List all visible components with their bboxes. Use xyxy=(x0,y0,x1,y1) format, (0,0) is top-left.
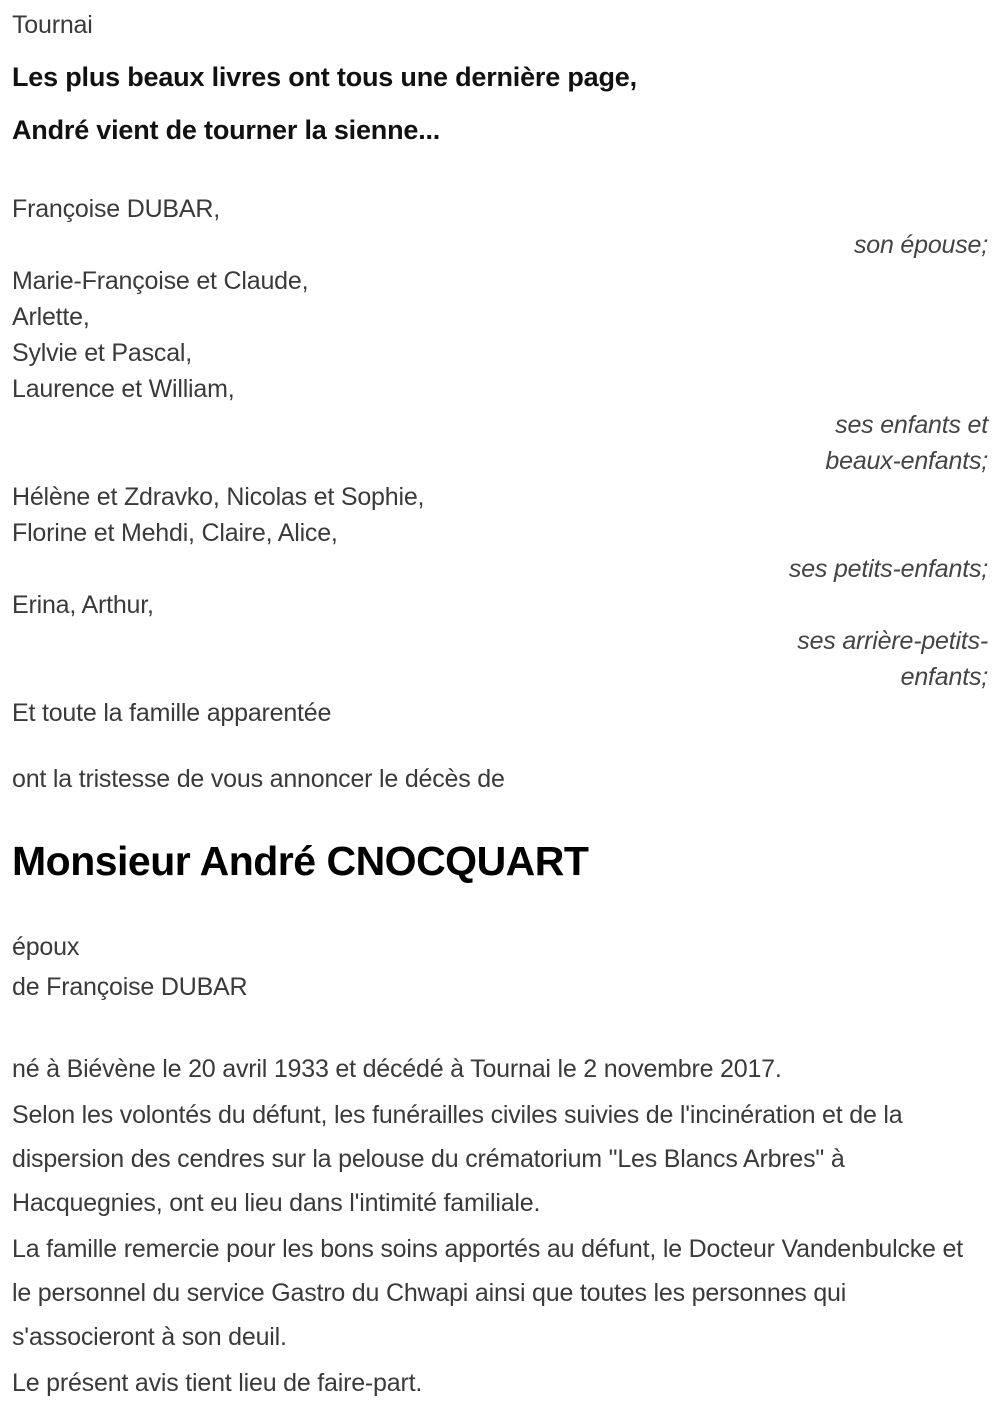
mourner-group-spouse xyxy=(12,191,988,263)
announcement-line: ont la tristesse de vous annoncer le décès de xyxy=(12,765,505,793)
mourner-name: Sylvie et Pascal, xyxy=(12,339,193,367)
spouse-block xyxy=(12,927,988,1007)
mourner-relation: enfants; xyxy=(900,663,988,691)
spouse-line-1: époux xyxy=(12,933,80,961)
thanks-paragraph: La famille remercie pour les bons soins apportés au défunt, le Docteur Vandenbulcke et le personnel du service Gastro du Chwapi ainsi que toutes les personnes qui s'associeront à son deuil. xyxy=(12,1235,963,1351)
mourner-group-extended-family xyxy=(12,695,988,731)
mourner-group-great-grandchildren xyxy=(12,587,988,695)
mourner-relation: ses enfants et xyxy=(835,411,988,439)
mourner-group-grandchildren xyxy=(12,479,988,587)
life-dates-line: né à Biévène le 20 avril 1933 et décédé à Tournai le 2 novembre 2017. xyxy=(12,1055,782,1083)
mourner-name: Laurence et William, xyxy=(12,375,235,403)
mourner-name: Hélène et Zdravko, Nicolas et Sophie, xyxy=(12,483,425,511)
mourner-name: Marie-Françoise et Claude, xyxy=(12,267,309,295)
mourner-group-children xyxy=(12,263,988,479)
funeral-paragraph: Selon les volontés du défunt, les funérailles civiles suivies de l'incinération et de la dispersion des cendres sur la pelouse du crématorium "Les Blancs Arbres" à Hacquegnies, ont eu lieu dans l'intimité familiale. xyxy=(12,1101,903,1217)
notice-body xyxy=(12,1047,988,1405)
mourner-name: Françoise DUBAR, xyxy=(12,195,220,223)
mourner-name: Et toute la famille apparentée xyxy=(12,699,332,727)
mourner-name: Florine et Mehdi, Claire, Alice, xyxy=(12,519,338,547)
deceased-name: Monsieur André CNOCQUART xyxy=(12,838,589,884)
mourner-relation: ses petits-enfants; xyxy=(788,555,988,583)
mourner-relation: son épouse; xyxy=(853,231,988,259)
mourner-relation: ses arrière-petits- xyxy=(797,627,988,655)
mourners-list xyxy=(12,191,988,731)
city-label: Tournai xyxy=(12,11,93,39)
closing-line: Le présent avis tient lieu de faire-part. xyxy=(12,1369,423,1397)
epitaph-line-1: Les plus beaux livres ont tous une dernière page, xyxy=(12,62,637,92)
epitaph-line-2: André vient de tourner la sienne... xyxy=(12,115,441,145)
spouse-line-2: de Françoise DUBAR xyxy=(12,973,248,1001)
mourner-name: Erina, Arthur, xyxy=(12,591,154,619)
mourner-relation: beaux-enfants; xyxy=(825,447,988,475)
mourner-name: Arlette, xyxy=(12,303,90,331)
